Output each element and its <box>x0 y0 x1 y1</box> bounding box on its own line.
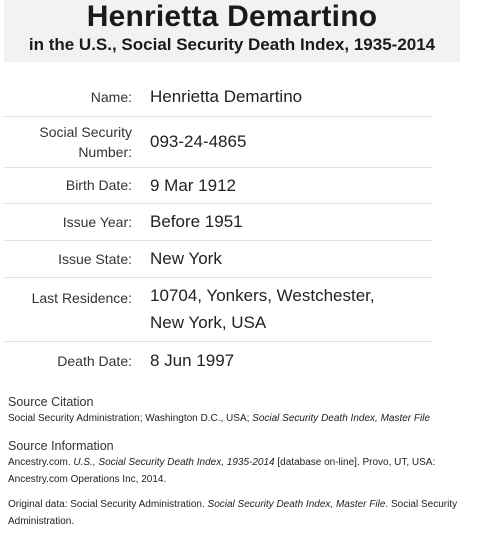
record-row-birth-date <box>4 167 432 203</box>
citation-text: Social Security Administration; Washington D.C., USA; <box>8 413 253 424</box>
citation-title: Social Security Death Index, Master File <box>252 413 431 424</box>
field-value: Before 1951 <box>150 212 243 231</box>
field-value: 8 Jun 1997 <box>150 351 235 371</box>
info-text: Ancestry.com. <box>8 457 74 468</box>
source-citation-text <box>8 410 488 427</box>
field-value: 10704, Yonkers, Westchester, New York, USA <box>150 286 375 332</box>
collection-subtitle: in the U.S., Social Security Death Index, 1935-2014 <box>28 35 436 54</box>
original-text-end: . Social Security Administration. <box>8 499 458 527</box>
field-label: Name: <box>90 88 132 105</box>
person-name-title: Henrietta Demartino <box>86 0 378 33</box>
record-table <box>4 78 432 380</box>
source-information-text <box>8 454 488 488</box>
field-label: Birth Date: <box>65 177 132 193</box>
record-row-ssn <box>4 116 432 167</box>
field-value: 9 Mar 1912 <box>150 175 236 195</box>
field-label: Last Residence: <box>31 289 132 306</box>
source-citation-heading: Source Citation <box>8 395 94 409</box>
record-row-name <box>4 78 432 116</box>
field-value: 093-24-4865 <box>150 132 247 151</box>
record-row-death-date <box>4 341 432 380</box>
original-title: Social Security Death Index, Master File <box>207 499 386 510</box>
info-title: U.S., Social Security Death Index, 1935-2014 <box>73 457 275 468</box>
original-text: Original data: Social Security Administration. <box>8 499 208 510</box>
field-label: Social Security Number: <box>39 123 132 160</box>
field-label: Death Date: <box>57 352 132 369</box>
field-value: Henrietta Demartino <box>150 87 303 107</box>
source-information-heading: Source Information <box>8 439 114 453</box>
record-header <box>4 0 460 62</box>
original-data-text <box>8 496 488 530</box>
field-label: Issue Year: <box>62 213 132 230</box>
field-label: Issue State: <box>58 250 132 267</box>
record-row-last-residence <box>4 277 432 341</box>
info-text-end: [database on-line]. Provo, UT, USA: Ancestry.com Operations Inc, 2014. <box>8 457 436 485</box>
source-citation <box>8 394 488 427</box>
record-row-issue-state <box>4 240 432 277</box>
source-information <box>8 438 488 488</box>
record-row-issue-year <box>4 203 432 240</box>
field-value: New York <box>150 249 222 268</box>
original-data <box>8 496 488 530</box>
